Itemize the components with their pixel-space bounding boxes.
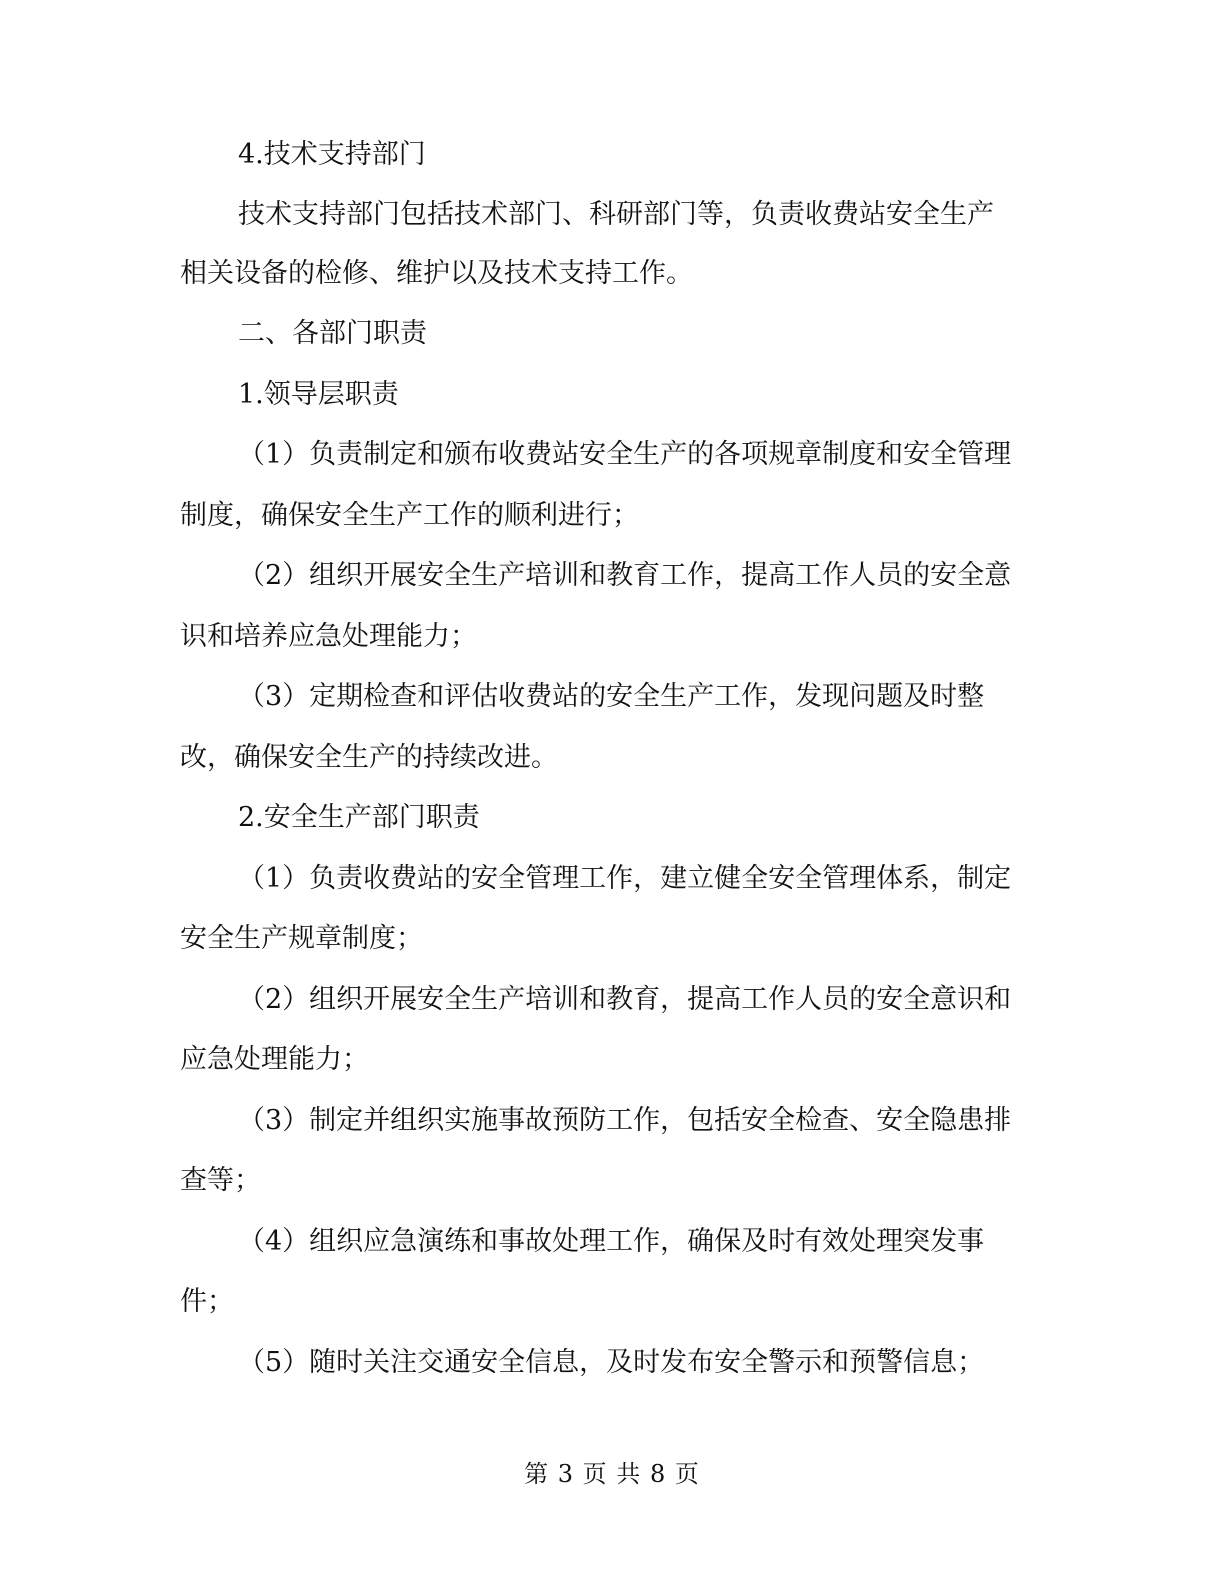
- list-item-line: 查等；: [180, 1165, 261, 1196]
- paragraph-line: 技术支持部门包括技术部门、科研部门等，负责收费站安全生产: [238, 199, 994, 230]
- list-item-line: （1）负责制定和颁布收费站安全生产的各项规章制度和安全管理: [238, 439, 1012, 470]
- list-item-line: 应急处理能力；: [180, 1044, 369, 1075]
- list-item-line: （5）随时关注交通安全信息，及时发布安全警示和预警信息；: [238, 1347, 985, 1378]
- list-item-line: （3）制定并组织实施事故预防工作，包括安全检查、安全隐患排: [238, 1105, 1012, 1136]
- list-item-line: 件；: [180, 1286, 234, 1317]
- section-heading: 2.安全生产部门职责: [238, 802, 480, 833]
- list-item-line: 制度，确保安全生产工作的顺利进行；: [180, 500, 639, 531]
- paragraph-line: 相关设备的检修、维护以及技术支持工作。: [180, 258, 693, 289]
- list-item-line: （2）组织开展安全生产培训和教育，提高工作人员的安全意识和: [238, 984, 1012, 1015]
- section-heading: 4.技术支持部门: [238, 139, 426, 170]
- page-number-footer: 第 3 页 共 8 页: [524, 1460, 700, 1488]
- list-item-line: 识和培养应急处理能力；: [180, 621, 477, 652]
- list-item-line: （1）负责收费站的安全管理工作，建立健全安全管理体系，制定: [238, 863, 1012, 894]
- section-heading: 二、各部门职责: [238, 318, 427, 349]
- list-item-line: （3）定期检查和评估收费站的安全生产工作，发现问题及时整: [238, 681, 985, 712]
- list-item-line: （4）组织应急演练和事故处理工作，确保及时有效处理突发事: [238, 1226, 985, 1257]
- list-item-line: 安全生产规章制度；: [180, 923, 423, 954]
- section-heading: 1.领导层职责: [238, 379, 399, 410]
- list-item-line: 改，确保安全生产的持续改进。: [180, 742, 558, 773]
- list-item-line: （2）组织开展安全生产培训和教育工作，提高工作人员的安全意: [238, 560, 1012, 591]
